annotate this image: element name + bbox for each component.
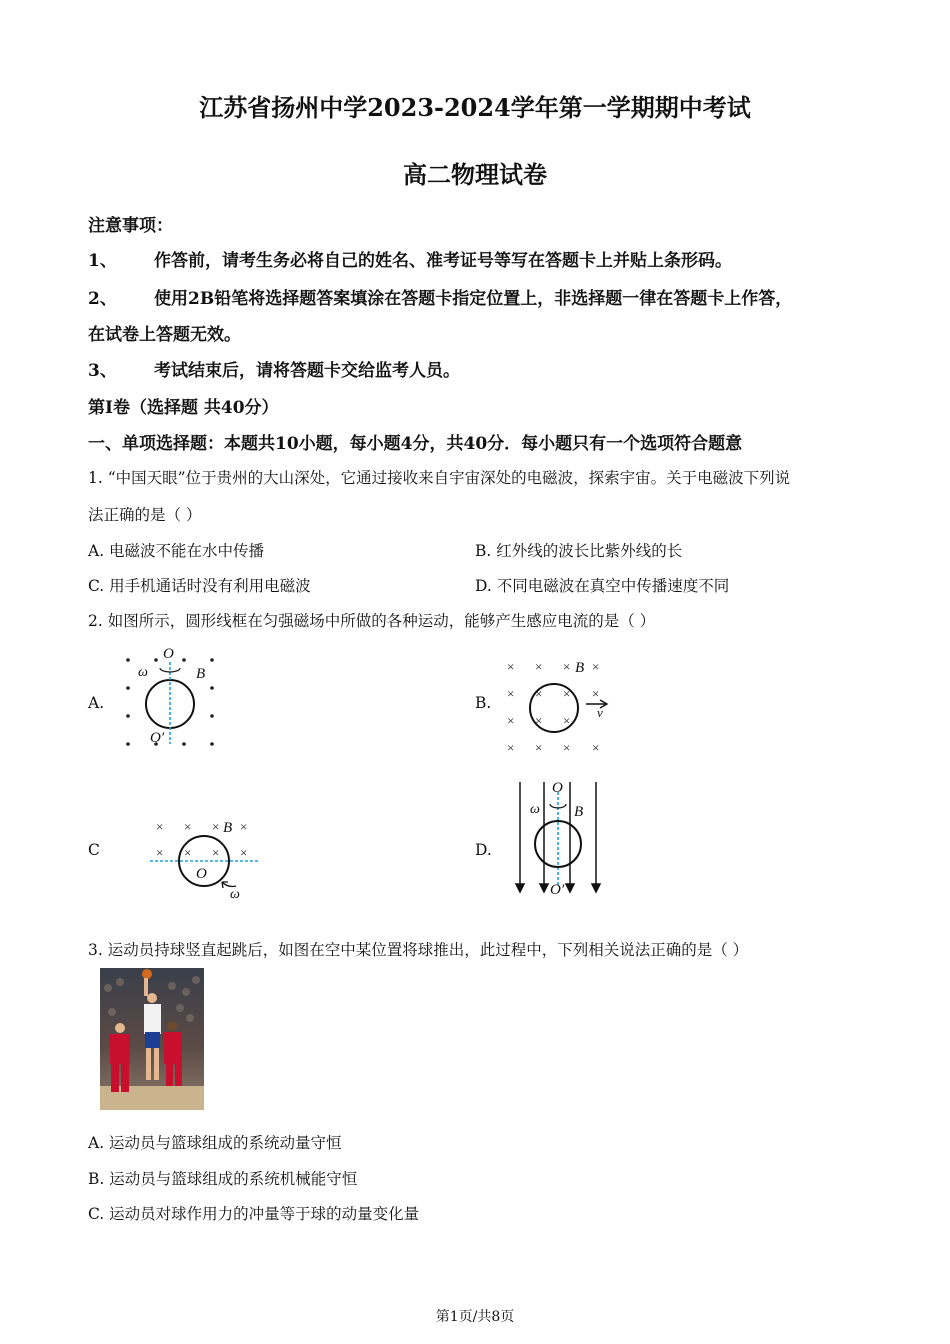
svg-text:×: ×: [156, 819, 164, 834]
exam-subtitle: 高二物理试卷: [403, 160, 547, 189]
fig-d-axis-label: O: [552, 780, 563, 796]
q1-stem-line2: 法正确的是（ ）: [88, 506, 202, 524]
svg-text:×: ×: [563, 659, 571, 674]
q2-option-a-label: A.: [88, 694, 105, 712]
svg-text:×: ×: [212, 845, 220, 860]
svg-text:×: ×: [507, 740, 515, 755]
svg-text:×: ×: [563, 713, 571, 728]
fig-b-velocity-label: v: [597, 705, 603, 720]
svg-text:×: ×: [156, 845, 164, 860]
basketball-player-photo: [100, 968, 204, 1110]
q2-figure-a: [118, 642, 228, 752]
notice-item-2-continued: 在试卷上答题无效。: [88, 325, 241, 345]
fig-a-field-label: B: [196, 666, 206, 682]
fig-d-omega-label: ω: [530, 802, 540, 817]
q2-figure-b: [502, 652, 617, 757]
fig-a-axis-label-2: O′: [150, 730, 165, 746]
notice-item-2: [88, 284, 792, 309]
q2-figure-d: [510, 776, 610, 898]
q1-option-a: A. 电磁波不能在水中传播: [88, 542, 265, 560]
svg-text:×: ×: [507, 713, 515, 728]
q1-option-c: C. 用手机通话时没有利用电磁波: [88, 577, 311, 595]
notice-heading: 注意事项：: [88, 216, 173, 236]
svg-text:×: ×: [592, 686, 600, 701]
fig-b-field-label: B: [575, 660, 585, 676]
q3-stem: 3. 运动员持球竖直起跳后，如图在空中某位置将球推出，此过程中，下列相关说法正确的是（ ）: [88, 941, 749, 959]
svg-text:×: ×: [240, 845, 248, 860]
q2-figure-c: [148, 812, 263, 904]
notice-item-number: 2、: [88, 289, 117, 309]
fig-d-axis-label-2: O′: [550, 882, 565, 898]
svg-text:×: ×: [563, 740, 571, 755]
notice-item-text: 考试结束后，请将答题卡交给监考人员。: [154, 361, 460, 381]
svg-text:×: ×: [212, 819, 220, 834]
svg-text:×: ×: [184, 845, 192, 860]
fig-d-field-label: B: [574, 804, 584, 820]
svg-text:×: ×: [535, 740, 543, 755]
exam-title: 江苏省扬州中学2023-2024学年第一学期期中考试: [199, 93, 751, 122]
notice-item-1: [88, 246, 732, 271]
notice-item-text: 使用2B铅笔将选择题答案填涂在答题卡指定位置上，非选择题一律在答题卡上作答，: [154, 289, 793, 309]
fig-c-cross-marks: [156, 819, 247, 860]
svg-text:×: ×: [535, 713, 543, 728]
svg-text:×: ×: [535, 659, 543, 674]
notice-item-3: [88, 356, 460, 381]
svg-text:×: ×: [507, 686, 515, 701]
q2-option-c-label: C: [88, 841, 100, 859]
q3-option-b: B. 运动员与篮球组成的系统机械能守恒: [88, 1170, 358, 1188]
q2-stem: 2. 如图所示，圆形线框在匀强磁场中所做的各种运动，能够产生感应电流的是（ ）: [88, 612, 656, 630]
q1-option-b: B. 红外线的波长比紫外线的长: [475, 542, 683, 560]
fig-b-cross-marks: [507, 659, 599, 755]
notice-item-number: 1、: [88, 251, 117, 271]
fig-c-center-label: O: [196, 866, 207, 882]
svg-text:×: ×: [592, 740, 600, 755]
svg-text:×: ×: [184, 819, 192, 834]
svg-text:×: ×: [240, 819, 248, 834]
q2-option-b-label: B.: [475, 694, 492, 712]
fig-a-omega-label: ω: [138, 665, 148, 680]
part-heading: 第Ⅰ卷（选择题 共40分）: [88, 398, 279, 418]
q3-option-c: C. 运动员对球作用力的冲量等于球的动量变化量: [88, 1205, 420, 1223]
page-number: 第1页/共8页: [435, 1309, 515, 1325]
svg-text:×: ×: [592, 659, 600, 674]
notice-item-text: 作答前，请考生务必将自己的姓名、准考证号等写在答题卡上并贴上条形码。: [154, 251, 732, 271]
q1-stem-line1: 1. “中国天眼”位于贵州的大山深处，它通过接收来自宇宙深处的电磁波，探索宇宙。关于电磁波下列说: [88, 469, 791, 487]
q2-option-d-label: D.: [475, 841, 492, 859]
section-heading: 一、单项选择题：本题共10小题，每小题4分，共40分．每小题只有一个选项符合题意: [88, 434, 743, 454]
fig-c-omega-label: ω: [230, 887, 240, 902]
q1-option-d: D. 不同电磁波在真空中传播速度不同: [475, 577, 730, 595]
notice-item-number: 3、: [88, 361, 117, 381]
svg-text:×: ×: [535, 686, 543, 701]
q3-option-a: A. 运动员与篮球组成的系统动量守恒: [88, 1134, 342, 1152]
svg-text:×: ×: [563, 686, 571, 701]
fig-a-axis-label: O: [163, 646, 174, 662]
svg-text:×: ×: [507, 659, 515, 674]
fig-c-field-label: B: [223, 820, 233, 836]
